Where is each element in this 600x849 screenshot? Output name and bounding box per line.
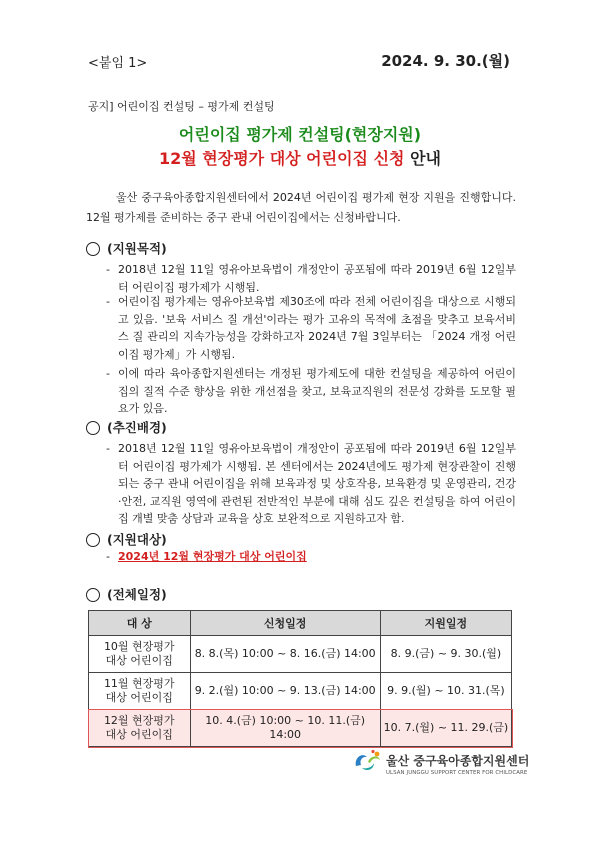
notice-line: 공지] 어린이집 컨설팅 – 평가제 컨설팅 xyxy=(88,100,275,113)
title-line-1: 어린이집 평가제 컨설팅(현장지원) xyxy=(178,125,422,144)
cell-apply: 8. 8.(목) 10:00 ~ 8. 16.(금) 14:00 xyxy=(190,636,380,673)
schedule-table xyxy=(88,610,512,747)
title-suffix: 안내 xyxy=(404,149,441,168)
purpose-item-2 xyxy=(106,293,516,363)
dash-bullet: - xyxy=(106,263,110,276)
cell-support: 10. 7.(월) ~ 11. 29.(금) xyxy=(380,710,511,747)
target-item-text: 2024년 12월 현장평가 대상 어린이집 xyxy=(118,550,307,563)
circle-bullet-icon xyxy=(86,421,100,435)
section-target-heading xyxy=(86,530,167,548)
intro-text: 울산 중구육아종합지원센터에서 2024년 어린이집 평가제 현장 지원을 진행합니다. 12월 평가제를 준비하는 중구 관내 어린이집에서는 신청바랍니다. xyxy=(86,191,516,224)
intro-paragraph xyxy=(86,188,516,228)
section-purpose-heading xyxy=(86,239,167,257)
circle-bullet-icon xyxy=(86,533,100,547)
document-date: 2024. 9. 30.(월) xyxy=(381,52,510,70)
section-heading-text: (추진배경) xyxy=(107,420,167,435)
purpose-item-text: 어린이집 평가제는 영유아보육법 제30조에 따라 전체 어린이집을 대상으로 시행되고 있음. '보육 서비스 질 개선'이라는 평가 고유의 목적에 초점을 맞추고 보육서비스 질 관리의 지속가능성을 강화하고자 2024년 7월 3일부터는 「2024 개정 어린이집 평가제」가 시행됨. xyxy=(118,295,516,361)
dash-bullet: - xyxy=(106,442,110,455)
circle-bullet-icon xyxy=(86,588,100,602)
cell-target: 11월 현장평가 대상 어린이집 xyxy=(89,673,191,710)
section-heading-text: (지원목적) xyxy=(107,241,167,256)
org-name: 울산 중구육아종합지원센터 xyxy=(386,754,530,768)
cell-apply: 9. 2.(월) 10:00 ~ 9. 13.(금) 14:00 xyxy=(190,673,380,710)
section-heading-text: (전체일정) xyxy=(107,587,167,602)
table-row-highlighted xyxy=(89,710,512,747)
table-header-row xyxy=(89,611,512,636)
cell-apply: 10. 4.(금) 10:00 ~ 10. 11.(금) 14:00 xyxy=(190,710,380,747)
section-heading-text: (지원대상) xyxy=(107,532,167,547)
background-item-text: 2018년 12월 11일 영유아보육법이 개정안이 공포됨에 따라 2019년 6월 12일부터 어린이집 평가제가 시행됨. 본 센터에서는 2024년에도 평가제 현장관찰이 진행되는 중구 관내 어린이집을 위해 보육과정 및 상호작용, 보육환경 및 운영관리, 건강·안전, 교직원 영역에 관련된 전반적인 부분에 대해 심도 깊은 컨설팅을 하여 어린이집 개별 맞춤 상담과 교육을 상호 보완적으로 지원하고자 함. xyxy=(118,442,516,525)
section-schedule-heading xyxy=(86,585,167,603)
target-item-1 xyxy=(106,548,516,566)
title-highlight: 12월 현장평가 대상 어린이집 신청 xyxy=(159,149,405,168)
column-header-support: 지원일정 xyxy=(380,611,511,636)
column-header-apply: 신청일정 xyxy=(190,611,380,636)
cell-target: 10월 현장평가 대상 어린이집 xyxy=(89,636,191,673)
cell-support: 8. 9.(금) ~ 9. 30.(월) xyxy=(380,636,511,673)
cell-target: 12월 현장평가 대상 어린이집 xyxy=(89,710,191,747)
dash-bullet: - xyxy=(106,550,110,563)
circle-bullet-icon xyxy=(86,242,100,256)
section-background-heading xyxy=(86,418,167,436)
title-line-2 xyxy=(0,146,600,169)
org-name-en: ULSAN JUNGGU SUPPORT CENTER FOR CHILDCARE xyxy=(386,770,528,776)
purpose-item-1 xyxy=(106,261,516,296)
purpose-item-text: 이에 따라 육아종합지원센터는 개정된 평가제도에 대한 컨설팅을 제공하여 어린이집의 질적 수준 향상을 위한 개선점을 찾고, 보육교직원의 전문성 강화를 도모할 필요가 있음. xyxy=(118,367,516,415)
purpose-item-3 xyxy=(106,365,516,418)
cell-support: 9. 9.(월) ~ 10. 31.(목) xyxy=(380,673,511,710)
org-name-block xyxy=(386,752,529,776)
table-row xyxy=(89,636,512,673)
dash-bullet: - xyxy=(106,367,110,380)
attachment-label: <붙임 1> xyxy=(88,56,148,71)
table-row xyxy=(89,673,512,710)
org-logo-icon xyxy=(352,748,384,778)
column-header-target: 대 상 xyxy=(89,611,191,636)
purpose-item-text: 2018년 12월 11일 영유아보육법이 개정안이 공포됨에 따라 2019년 6월 12일부터 어린이집 평가제가 시행됨. xyxy=(118,263,516,294)
dash-bullet: - xyxy=(106,295,110,308)
background-item-1 xyxy=(106,440,516,528)
